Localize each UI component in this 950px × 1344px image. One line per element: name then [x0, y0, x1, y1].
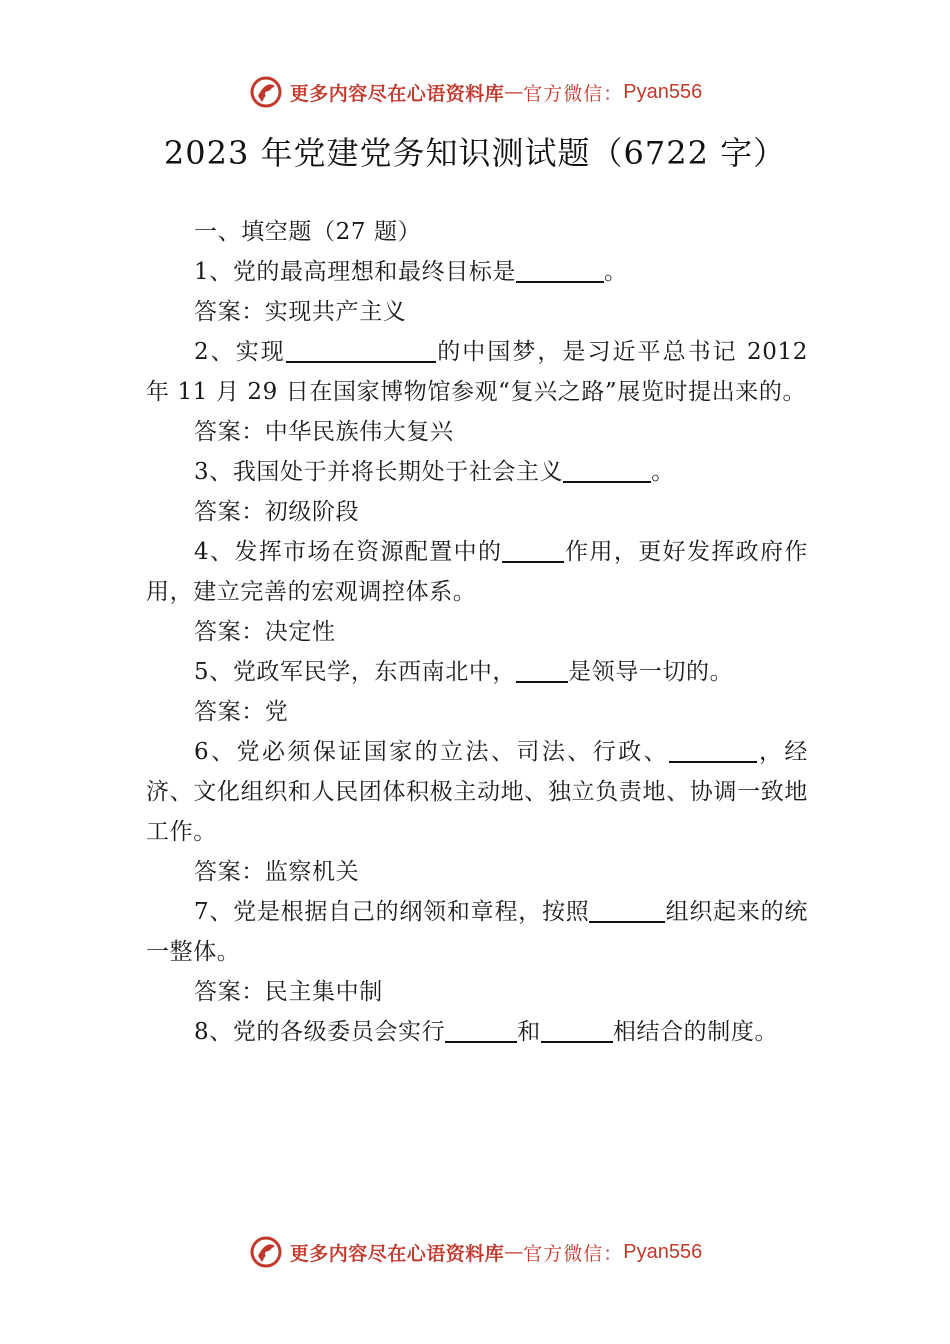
question-1: 1、党的最高理想和最终目标是 。: [146, 252, 808, 292]
answer-blank: [589, 895, 665, 923]
answer-blank: [286, 335, 436, 363]
answer-blank: [516, 255, 604, 283]
question-3: 3、我国处于并将长期处于社会主义 。: [146, 452, 808, 492]
answer-blank: [516, 655, 568, 683]
answer-6: 答案：监察机关: [194, 859, 360, 885]
answer-1: 答案：实现共产主义: [194, 299, 407, 325]
answer-blank: [669, 735, 757, 763]
logo-icon: [248, 1234, 284, 1270]
question-2: 2、实现 的中国梦，是习近平总书记 2012 年 11 月 29 日在国家博物馆参观“复兴之路”展览时提出来的。: [146, 332, 808, 412]
answer-blank: [445, 1015, 517, 1043]
answer-7: 答案：民主集中制: [194, 979, 383, 1005]
banner-separator: —: [504, 81, 524, 103]
banner-wechat-id: Pyan556: [623, 80, 703, 103]
banner-wechat-label: 官方微信：: [523, 82, 624, 105]
footer-banner: [0, 1232, 950, 1272]
answer-3: 答案：初级阶段: [194, 499, 360, 525]
question-6: 6、党必须保证国家的立法、司法、行政、 ，经济、文化组织和人民团体积极主动地、独立负责地、协调一致地工作。: [146, 732, 808, 852]
page-title: 2023 年党建党务知识测试题（6722 字）: [163, 134, 787, 172]
answer-4: 答案：决定性: [194, 619, 336, 645]
question-7: 7、党是根据自己的纲领和章程，按照 组织起来的统一整体。: [146, 892, 808, 972]
question-8: 8、党的各级委员会实行 和 相结合的制度。: [146, 1012, 808, 1052]
header-banner: [0, 72, 950, 112]
banner-wechat-id: Pyan556: [623, 1240, 703, 1263]
logo-icon: [248, 74, 284, 110]
banner-wechat-label: 官方微信：: [523, 1242, 624, 1265]
banner-text: 更多内容尽在心语资料库: [289, 1242, 505, 1265]
banner-text: 更多内容尽在心语资料库: [289, 82, 505, 105]
answer-blank: [502, 535, 564, 563]
banner-separator: —: [504, 1241, 524, 1263]
document-body: [146, 212, 808, 1052]
answer-2: 答案：中华民族伟大复兴: [194, 419, 454, 445]
answer-blank: [563, 455, 651, 483]
question-4: 4、发挥市场在资源配置中的 作用，更好发挥政府作用，建立完善的宏观调控体系。: [146, 532, 808, 612]
answer-5: 答案：党: [194, 699, 289, 725]
answer-blank: [541, 1015, 613, 1043]
question-5: 5、党政军民学，东西南北中， 是领导一切的。: [146, 652, 808, 692]
section-heading: 一、填空题（27 题）: [194, 219, 422, 245]
